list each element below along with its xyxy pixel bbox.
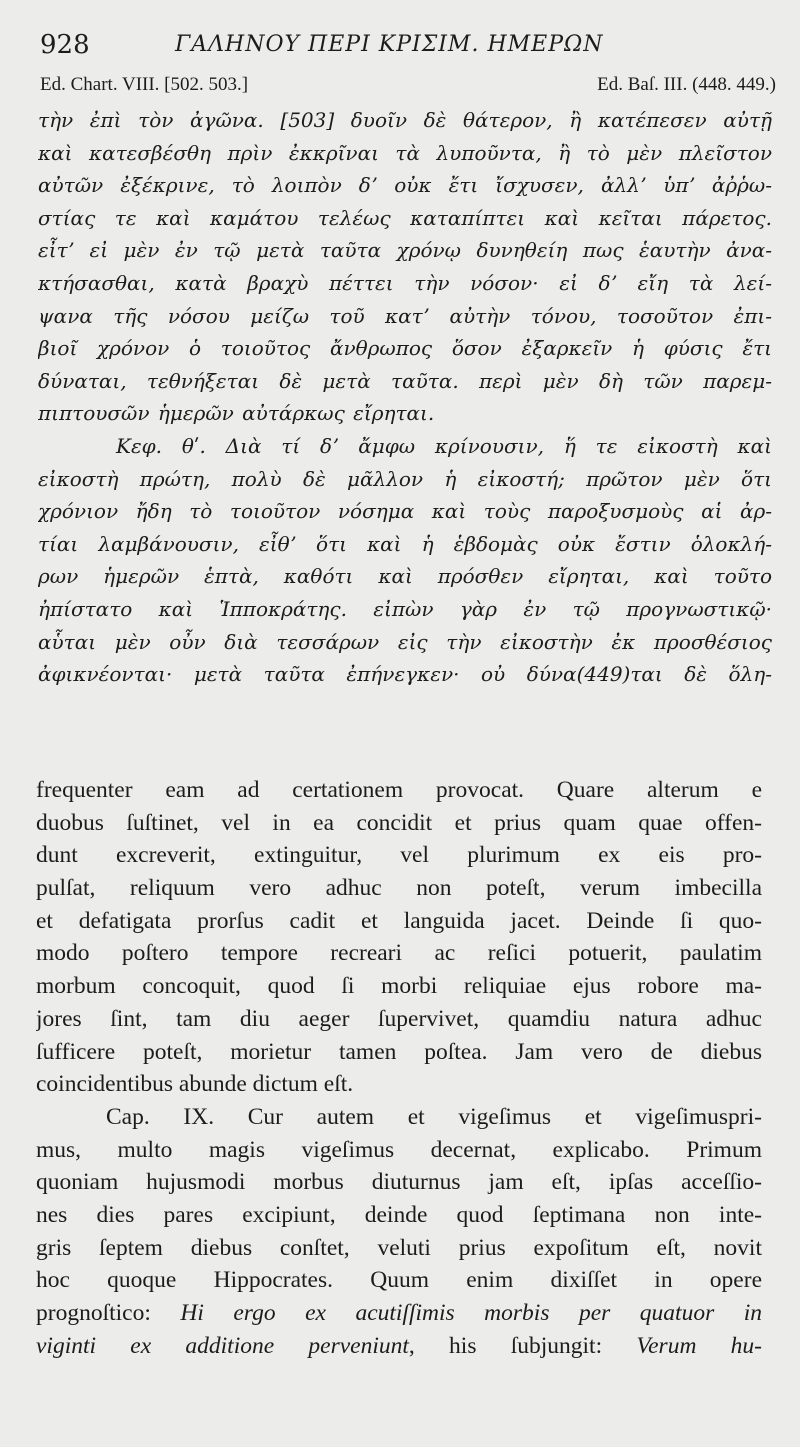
latin-line: mus, multo magis vigeſimus decernat, explicabo. Primum xyxy=(36,1136,762,1163)
greek-line: ψανα τῆς νόσου μείζω τοῦ κατʼ αὐτὴν τόνου, τοσοῦτον ἐπι- xyxy=(38,303,772,328)
latin-line: jores ſint, tam diu aeger ſupervivet, quamdiu natura adhuc xyxy=(36,1005,762,1032)
latin-line: coincidentibus abunde dictum eſt. xyxy=(36,1071,354,1098)
edition-chartier: Ed. Chart. VIII. [502. 503.] xyxy=(40,74,249,95)
greek-line: τὴν ἐπὶ τὸν ἀγῶνα. [503] δυοῖν δὲ θάτερον, ἢ κατέπεσεν αὐτῇ xyxy=(38,108,772,132)
latin-italic-quotation: Verum hu- xyxy=(636,1332,762,1359)
latin-line: dunt excreverit, extinguitur, vel plurimum ex eis pro- xyxy=(36,842,762,869)
greek-line: εἰκοστὴ πρώτη, πολὺ δὲ μᾶλλον ἡ εἰκοστή; πρῶτον μὲν ὅτι xyxy=(38,466,772,491)
latin-line: gris ſeptem diebus conſtet, veluti prius expoſitum eſt, novit xyxy=(36,1234,762,1261)
latin-line: pulſat, reliquum vero adhuc non poteſt, verum imbecilla xyxy=(36,875,762,902)
latin-roman-segment: , his ſubjungit: xyxy=(408,1332,637,1359)
greek-line: ἀφικνέονται· μετὰ ταῦτα ἐπήνεγκεν· οὐ δύνα(449)ται δὲ ὅλη- xyxy=(38,662,772,687)
greek-line: ἠπίστατο καὶ Ἱπποκράτης. εἰπὼν γὰρ ἐν τῷ προγνωστικῷ· xyxy=(38,596,772,621)
greek-chapter-heading-line: Κεφ. θʹ. Διὰ τί δʼ ἄμφω κρίνουσιν, ἥ τε εἰκοστὴ καὶ xyxy=(116,433,772,458)
latin-line-mixed xyxy=(36,1297,762,1330)
greek-line: πιπτουσῶν ἡμερῶν αὐτάρκως εἴρηται. xyxy=(38,401,435,426)
greek-text-block xyxy=(38,104,772,691)
latin-italic-quotation: Hi ergo ex acutiſſimis morbis per quatuor in xyxy=(180,1300,762,1326)
page-header xyxy=(40,28,770,68)
latin-line: duobus ſuſtinet, vel in ea concidit et prius quam quae offen- xyxy=(36,809,762,836)
running-title: ΓΑΛΗΝΟΥ ΠΕΡΙ ΚΡΙΣΙΜ. ΗΜΕΡΩΝ xyxy=(175,32,604,57)
latin-line: hoc quoque Hippocrates. Quum enim dixiſſet in opere xyxy=(36,1267,762,1294)
page-number: 928 xyxy=(40,30,90,60)
greek-line: βιοῖ χρόνον ὁ τοιοῦτος ἄνθρωπος ὅσον ἐξαρκεῖν ἡ φύσις ἔτι xyxy=(38,336,772,361)
greek-line: τίαι λαμβάνουσιν, εἶθʼ ὅτι καὶ ἡ ἑβδομὰς οὐκ ἔστιν ὁλοκλή- xyxy=(38,531,772,556)
greek-line: εἶτʼ εἰ μὲν ἐν τῷ μετὰ ταῦτα χρόνῳ δυνηθείη πως ἑαυτὴν ἀνα- xyxy=(38,238,772,263)
latin-line: nes dies pares excipiunt, deinde quod ſeptimana non inte- xyxy=(36,1201,762,1228)
latin-line: ſufficere poteſt, morietur tamen poſtea. Jam vero de diebus xyxy=(36,1038,762,1065)
latin-line: quoniam hujusmodi morbus diuturnus jam eſt, ipſas acceſſio- xyxy=(36,1169,762,1196)
latin-chapter-heading-line: Cap. IX. Cur autem et vigeſimus et vigeſimuspri- xyxy=(106,1103,762,1130)
edition-basel: Ed. Baſ. III. (448. 449.) xyxy=(597,74,776,95)
latin-text-block xyxy=(36,774,762,1362)
latin-line: frequenter eam ad certationem provocat. Quare alterum e xyxy=(36,777,762,803)
greek-line: δύναται, τεθνήξεται δὲ μετὰ ταῦτα. περὶ μὲν δὴ τῶν παρεμ- xyxy=(38,368,772,393)
greek-line: κτήσασθαι, κατὰ βραχὺ πέττει τὴν νόσον· εἰ δʼ εἴη τὰ λεί- xyxy=(38,270,772,295)
greek-line: αὐτῶν ἐξέκρινε, τὸ λοιπὸν δʼ οὐκ ἔτι ἴσχυσεν, ἀλλʼ ὑπʼ ἀῤῥω- xyxy=(38,173,772,198)
edition-reference xyxy=(40,74,776,102)
latin-italic-quotation: viginti ex additione perveniunt xyxy=(36,1332,409,1359)
greek-line: αὗται μὲν οὖν διὰ τεσσάρων εἰς τὴν εἰκοστὴν ἐκ προσθέσιος xyxy=(38,629,772,654)
latin-line: modo poſtero tempore recreari ac reſici potuerit, paulatim xyxy=(36,940,762,967)
greek-line: καὶ κατεσβέσθη πρὶν ἐκκρῖναι τὰ λυποῦντα, ἢ τὸ μὲν πλεῖστον xyxy=(38,140,772,165)
latin-line: et defatigata prorſus cadit et languida jacet. Deinde ſi quo- xyxy=(36,907,762,934)
latin-line-mixed xyxy=(36,1330,762,1363)
latin-roman-segment: prognoſtico: xyxy=(36,1300,181,1326)
latin-line: morbum concoquit, quod ſi morbi reliquiae ejus robore ma- xyxy=(36,973,762,1000)
greek-line: χρόνιον ἤδη τὸ τοιοῦτον νόσημα καὶ τοὺς παροξυσμοὺς αἱ ἀρ- xyxy=(38,499,772,524)
greek-line: ρων ἡμερῶν ἑπτὰ, καθότι καὶ πρόσθεν εἴρηται, καὶ τοῦτο xyxy=(38,564,772,589)
greek-line: στίας τε καὶ καμάτου τελέως καταπίπτει καὶ κεῖται πάρετος. xyxy=(38,205,772,230)
